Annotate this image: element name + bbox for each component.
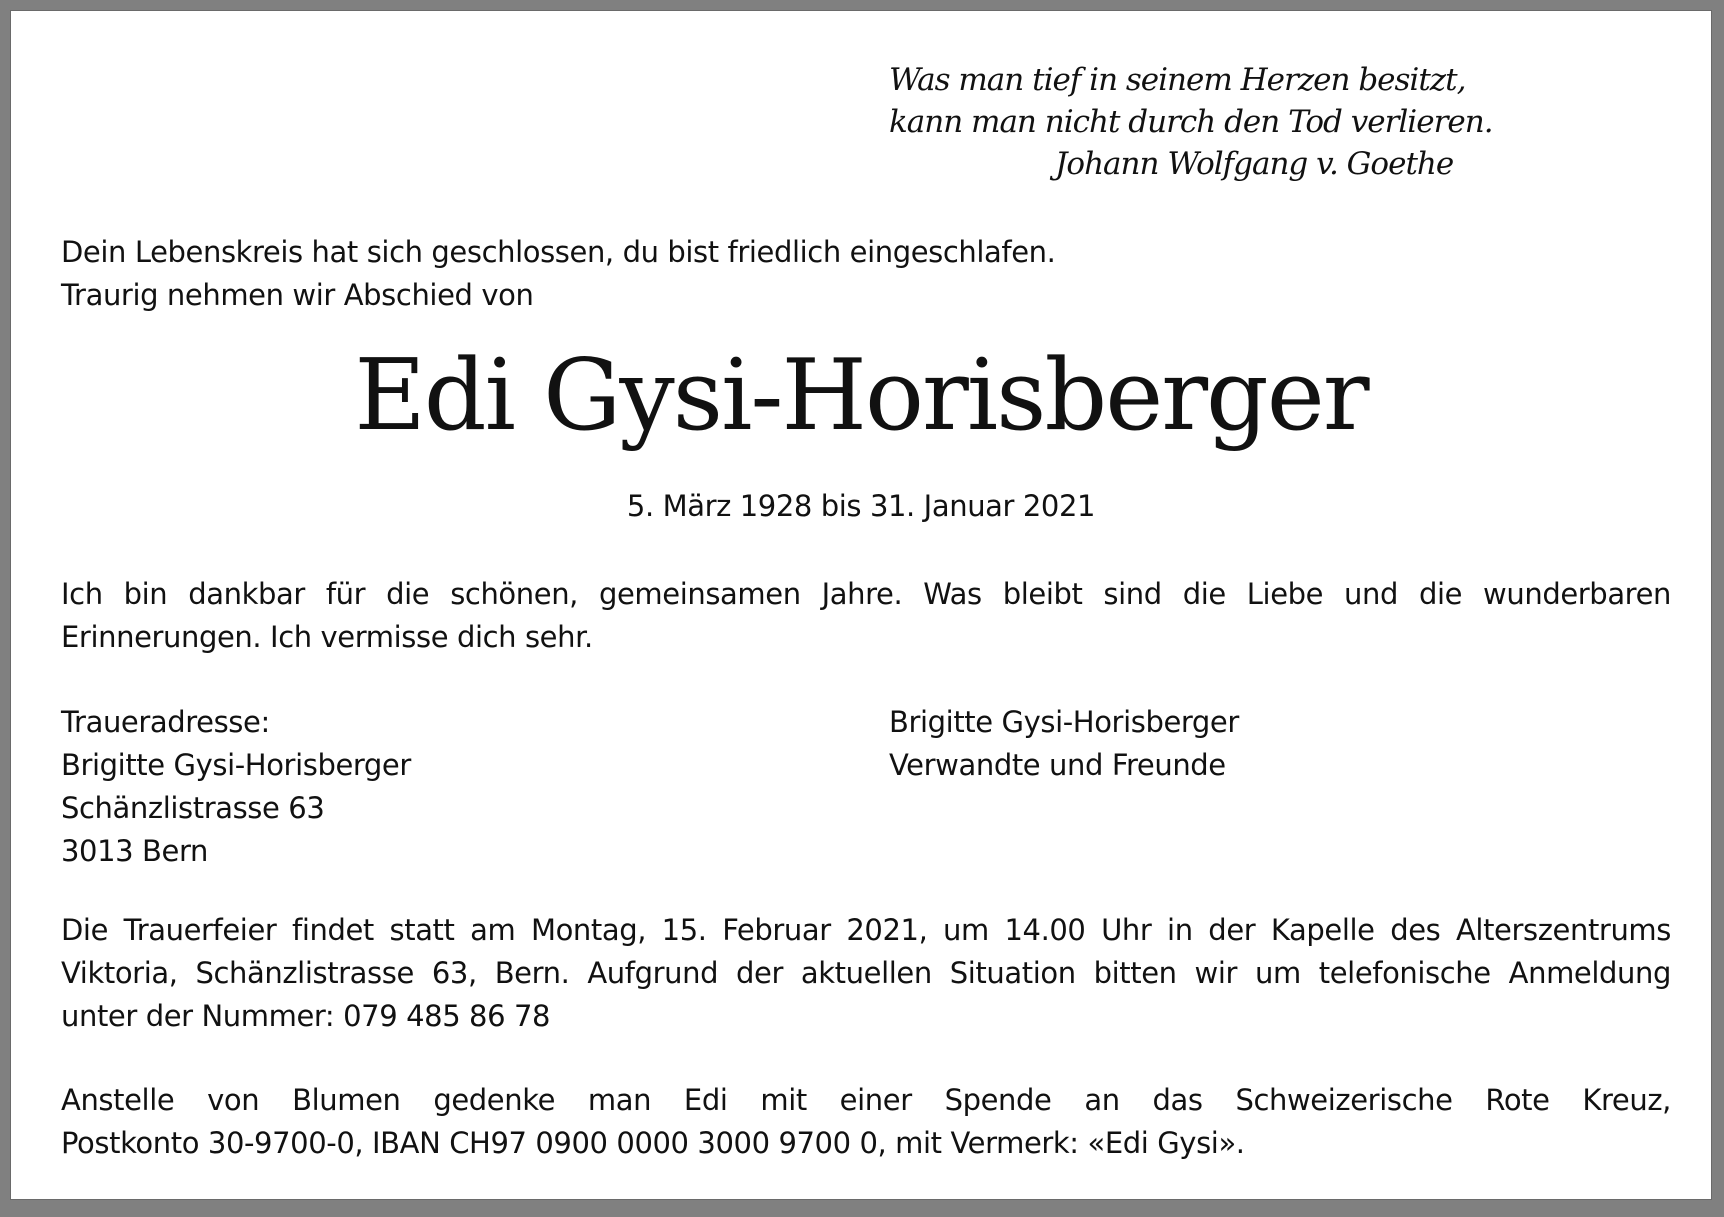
intro-line-1: Dein Lebenskreis hat sich geschlossen, du bist friedlich eingeschlafen. bbox=[61, 235, 1056, 269]
address-heading: Traueradresse: bbox=[61, 705, 270, 739]
donation-line-2: Postkonto 30-9700-0, IBAN CH97 0900 0000 3000 9700 0, mit Vermerk: «Edi Gysi». bbox=[61, 1126, 1245, 1160]
life-dates: 5. März 1928 bis 31. Januar 2021 bbox=[626, 489, 1096, 523]
ceremony-paragraph bbox=[61, 909, 1671, 1038]
mourning-address bbox=[61, 701, 821, 873]
mourners-list bbox=[889, 701, 1649, 787]
ceremony-line-2: Viktoria, Schänzlistrasse 63, Bern. Aufgrund der aktuellen Situation bitten wir um telefonische Anmeldung bbox=[61, 956, 1671, 990]
address-street: Schänzlistrasse 63 bbox=[61, 791, 325, 825]
intro-line-2: Traurig nehmen wir Abschied von bbox=[61, 278, 534, 312]
thanks-line-1: Ich bin dankbar für die schönen, gemeinsamen Jahre. Was bleibt sind die Liebe und die wunderbaren bbox=[61, 577, 1671, 611]
address-city: 3013 Bern bbox=[61, 834, 208, 868]
quote-line-1: Was man tief in seinem Herzen besitzt, bbox=[889, 62, 1466, 98]
ceremony-line-1: Die Trauerfeier findet statt am Montag, 15. Februar 2021, um 14.00 Uhr in der Kapelle des Alterszentrums bbox=[61, 913, 1671, 947]
ceremony-line-3: unter der Nummer: 079 485 86 78 bbox=[61, 999, 551, 1033]
deceased-name: Edi Gysi-Horisberger bbox=[354, 339, 1368, 453]
obituary-notice bbox=[10, 10, 1712, 1200]
thanks-paragraph bbox=[61, 573, 1671, 659]
intro-text bbox=[61, 231, 1671, 317]
address-name: Brigitte Gysi-Horisberger bbox=[61, 748, 411, 782]
goethe-quote bbox=[889, 59, 1493, 185]
quote-line-2: kann man nicht durch den Tod verlieren. bbox=[889, 104, 1493, 140]
thanks-line-2: Erinnerungen. Ich vermisse dich sehr. bbox=[61, 620, 593, 654]
mourner-2: Verwandte und Freunde bbox=[889, 748, 1226, 782]
mourner-1: Brigitte Gysi-Horisberger bbox=[889, 705, 1239, 739]
donation-paragraph bbox=[61, 1079, 1671, 1165]
donation-line-1: Anstelle von Blumen gedenke man Edi mit einer Spende an das Schweizerische Rote Kreuz, bbox=[61, 1083, 1671, 1117]
quote-author: Johann Wolfgang v. Goethe bbox=[1055, 146, 1454, 182]
